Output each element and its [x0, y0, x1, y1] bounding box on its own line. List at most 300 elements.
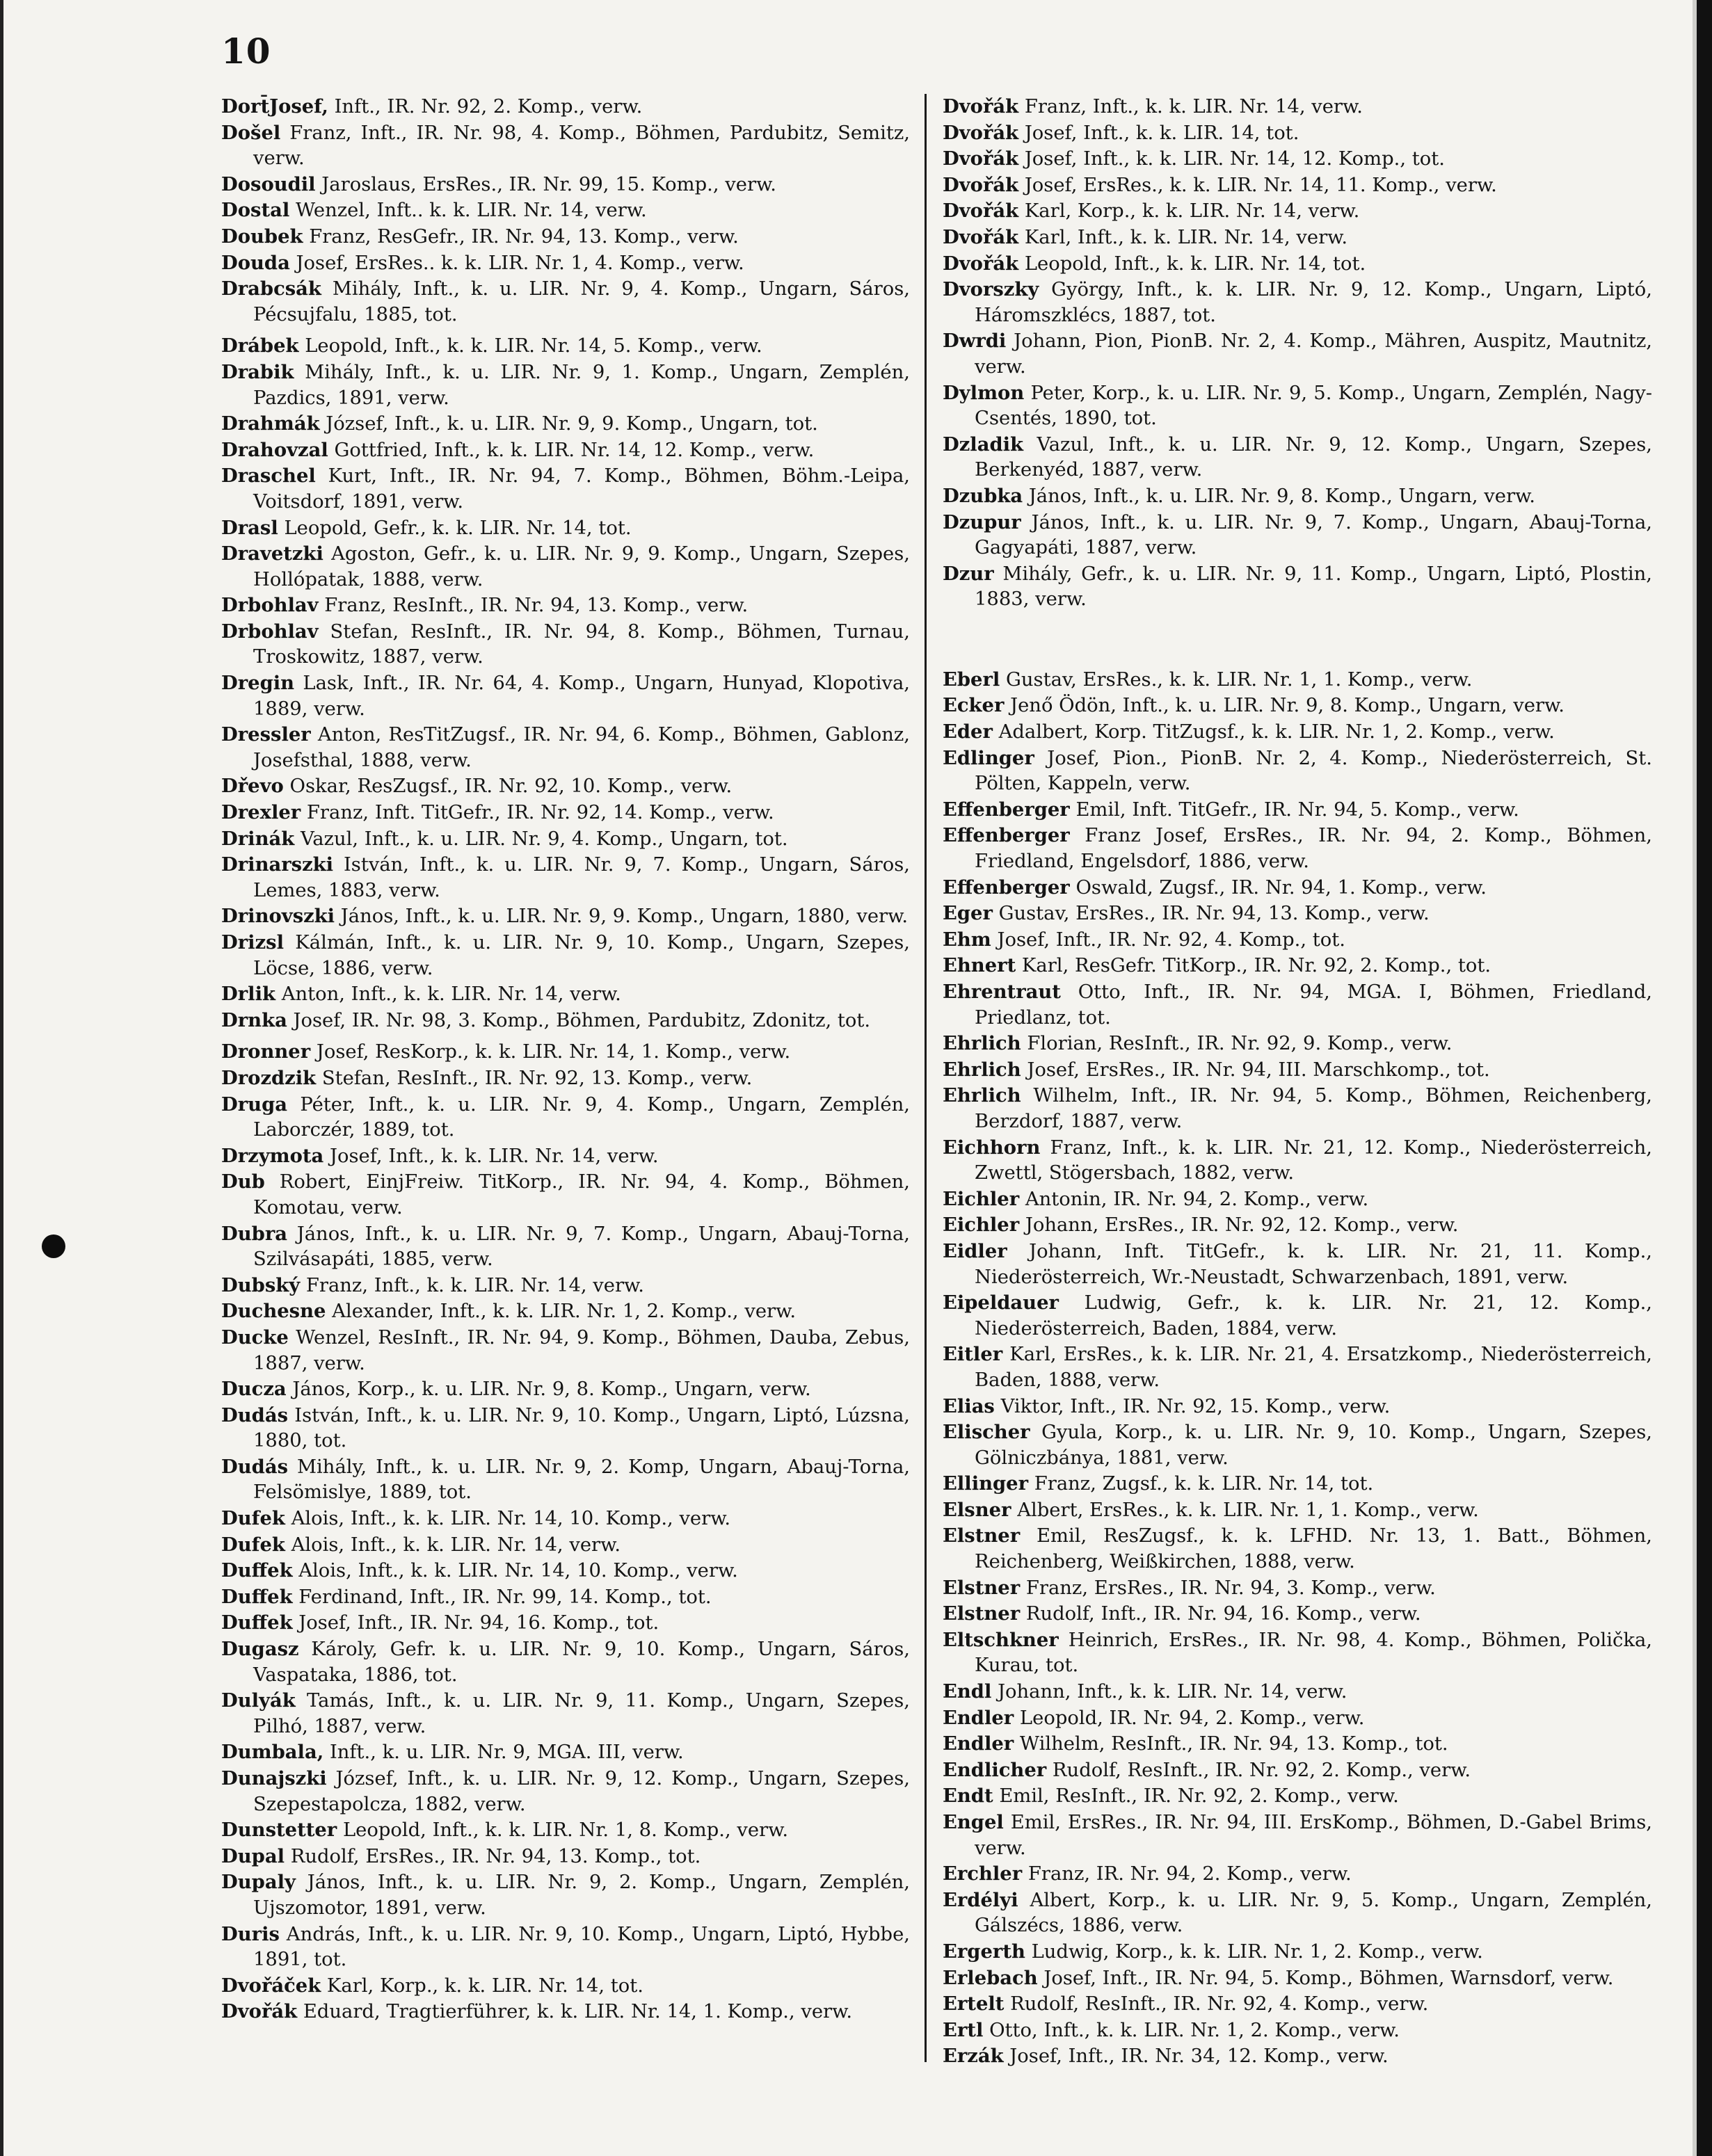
entry-details: Adalbert, Korp. TitZugsf., k. k. LIR. Nr. 1, 2. Komp., verw. — [992, 721, 1555, 743]
entry-surname: Dudás — [221, 1403, 288, 1426]
entry-details: Josef, ErsRes., IR. Nr. 94, III. Marschkomp., tot. — [1021, 1059, 1490, 1081]
entry-surname: Drbohlav — [221, 620, 319, 643]
casualty-entry — [943, 1471, 1652, 1497]
entry-surname: Dravetzki — [221, 542, 323, 565]
letter-section-gap — [943, 613, 1652, 667]
entry-details: Peter, Korp., k. u. LIR. Nr. 9, 5. Komp., Ungarn, Zemplén, Nagy-Csentés, 1890, tot. — [975, 382, 1652, 430]
entry-surname: Eltschkner — [943, 1628, 1059, 1651]
entry-surname: Edlinger — [943, 746, 1034, 769]
entry-surname: Erlebach — [943, 1966, 1038, 1989]
casualty-entry — [221, 120, 910, 172]
entry-surname: Eger — [943, 902, 993, 925]
casualty-entry — [221, 360, 910, 411]
entry-surname: Dvořák — [943, 252, 1019, 275]
entry-surname: Drasl — [221, 516, 278, 539]
entry-surname: Dvořák — [943, 147, 1019, 170]
entry-details: Rudolf, ErsRes., IR. Nr. 94, 13. Komp., tot. — [284, 1845, 701, 1867]
casualty-entry — [943, 483, 1652, 510]
entry-surname: Dub — [221, 1170, 265, 1193]
entry-details: Josef, Inft., IR. Nr. 94, 5. Komp., Böhmen, Warnsdorf, verw. — [1037, 1967, 1614, 1989]
casualty-entry — [221, 1039, 910, 1065]
entry-surname: Drozdzik — [221, 1066, 317, 1089]
casualty-entry — [943, 561, 1652, 613]
casualty-entry — [943, 823, 1652, 874]
entry-surname: Ducke — [221, 1326, 289, 1349]
entry-details: Leopold, IR. Nr. 94, 2. Komp., verw. — [1014, 1707, 1365, 1729]
entry-details: Franz, Inft. TitGefr., IR. Nr. 92, 14. Komp., verw. — [301, 802, 774, 824]
entry-surname: Drzymota — [221, 1144, 324, 1167]
entry-surname: Elischer — [943, 1421, 1030, 1444]
entry-surname: Ehnert — [943, 954, 1016, 977]
entry-details: Franz, Inft., k. k. LIR. Nr. 14, verw. — [300, 1274, 644, 1296]
casualty-entry — [221, 1999, 910, 2025]
entry-surname: Dumbala, — [221, 1741, 324, 1764]
entry-surname: Dvořák — [943, 225, 1019, 248]
casualty-entry — [221, 1973, 910, 2000]
entry-details: Mihály, Inft., k. u. LIR. Nr. 9, 2. Komp, Ungarn, Abauj-Torna, Felsömislye, 1889, tot. — [253, 1456, 910, 1504]
entry-details: Mihály, Inft., k. u. LIR. Nr. 9, 4. Komp., Ungarn, Sáros, Pécsujfalu, 1885, tot. — [253, 278, 910, 325]
casualty-entry — [221, 1376, 910, 1403]
casualty-entry — [221, 1092, 910, 1143]
entry-details: Alois, Inft., k. k. LIR. Nr. 14, 10. Komp., verw. — [285, 1508, 731, 1530]
casualty-entry — [221, 1065, 910, 1092]
page-number: 10 — [221, 31, 271, 72]
entry-surname: Duffek — [221, 1611, 293, 1634]
entry-details: Johann, Inft., k. k. LIR. Nr. 14, verw. — [991, 1681, 1347, 1703]
entry-surname: Dufek — [221, 1507, 285, 1530]
entry-surname: Ertelt — [943, 1993, 1005, 2016]
casualty-entry — [943, 797, 1652, 823]
casualty-entry — [943, 380, 1652, 432]
casualty-entry — [943, 953, 1652, 979]
entry-details: János, Korp., k. u. LIR. Nr. 9, 8. Komp., Ungarn, verw. — [286, 1378, 811, 1401]
entry-surname: Elstner — [943, 1525, 1021, 1547]
entry-details: Wenzel, ResInft., IR. Nr. 94, 9. Komp., Böhmen, Dauba, Zebus, 1887, verw. — [253, 1326, 910, 1374]
entry-surname: Dřevo — [221, 775, 284, 798]
casualty-entry — [221, 276, 910, 328]
casualty-entry — [943, 1057, 1652, 1084]
entry-details: Oskar, ResZugsf., IR. Nr. 92, 10. Komp., verw. — [283, 775, 733, 798]
entry-details: Wilhelm, Inft., IR. Nr. 94, 5. Komp., Böhmen, Reichenberg, Berzdorf, 1887, verw. — [975, 1085, 1652, 1132]
casualty-entry — [221, 94, 910, 120]
casualty-entry — [943, 1601, 1652, 1627]
entry-surname: Dzubka — [943, 484, 1023, 507]
entry-surname: Elsner — [943, 1498, 1011, 1521]
entry-surname: Doubek — [221, 225, 303, 248]
casualty-entry — [943, 1212, 1652, 1239]
entry-details: Inft., IR. Nr. 92, 2. Komp., verw. — [328, 96, 643, 118]
casualty-entry — [943, 1705, 1652, 1732]
entry-details: Ludwig, Gefr., k. k. LIR. Nr. 21, 12. Komp., Niederösterreich, Baden, 1884, verw. — [975, 1292, 1652, 1340]
entry-surname: Eichhorn — [943, 1136, 1041, 1159]
entry-surname: Dvořák — [943, 200, 1019, 223]
casualty-entry — [221, 1298, 910, 1325]
entry-details: Leopold, Inft., k. k. LIR. Nr. 14, tot. — [1018, 252, 1366, 275]
entry-surname: Drahmák — [221, 412, 320, 435]
entry-surname: Dufek — [221, 1533, 285, 1556]
entry-details: Rudolf, Inft., IR. Nr. 94, 16. Komp., verw. — [1020, 1603, 1421, 1625]
entry-details: Josef, Pion., PionB. Nr. 2, 4. Komp., Niederösterreich, St. Pölten, Kappeln, verw. — [975, 747, 1652, 795]
entry-details: Josef, Inft., IR. Nr. 34, 12. Komp., verw. — [1003, 2045, 1389, 2068]
casualty-entry — [943, 1939, 1652, 1965]
casualty-entry — [943, 1861, 1652, 1888]
entry-details: Leopold, Gefr., k. k. LIR. Nr. 14, tot. — [278, 517, 632, 539]
casualty-entry — [221, 773, 910, 800]
casualty-entry — [221, 852, 910, 903]
entry-details: Wenzel, Inft.. k. k. LIR. Nr. 14, verw. — [289, 200, 647, 222]
casualty-entry — [221, 1688, 910, 1739]
casualty-entry — [221, 1273, 910, 1299]
entry-details: Johann, Pion, PionB. Nr. 2, 4. Komp., Mähren, Auspitz, Mautnitz, verw. — [975, 330, 1652, 378]
left-column — [221, 94, 910, 2025]
entry-details: Franz, Inft., k. k. LIR. Nr. 14, verw. — [1018, 96, 1363, 118]
casualty-entry — [221, 198, 910, 224]
entry-details: Eduard, Tragtierführer, k. k. LIR. Nr. 14, 1. Komp., verw. — [297, 2001, 853, 2023]
entry-details: Albert, Korp., k. u. LIR. Nr. 9, 5. Komp., Ungarn, Zemplén, Gálszécs, 1886, verw. — [975, 1889, 1652, 1937]
entry-surname: Eidler — [943, 1239, 1007, 1262]
entry-surname: Effenberger — [943, 798, 1070, 821]
casualty-entry — [221, 1844, 910, 1870]
entry-surname: Engel — [943, 1811, 1004, 1833]
entry-surname: Drabik — [221, 360, 294, 383]
scan-edge-right — [1697, 0, 1712, 2156]
casualty-entry — [943, 1731, 1652, 1757]
entry-surname: Drinovszki — [221, 905, 335, 928]
entry-details: Emil, ResZugsf., k. k. LFHD. Nr. 13, 1. Batt., Böhmen, Reichenberg, Weißkirchen, 1888, verw. — [975, 1525, 1652, 1573]
casualty-entry — [943, 1394, 1652, 1420]
casualty-entry — [943, 1239, 1652, 1290]
right-column — [943, 94, 1652, 2070]
entry-surname: Drinarszki — [221, 853, 334, 876]
entry-surname: Dvořák — [943, 121, 1019, 144]
casualty-entry — [943, 2043, 1652, 2070]
entry-surname: Dvorszky — [943, 278, 1039, 301]
entry-surname: Dvořák — [221, 2000, 298, 2023]
entry-surname: Eipeldauer — [943, 1292, 1059, 1314]
entry-surname: Dzladik — [943, 433, 1023, 456]
casualty-entry — [943, 1419, 1652, 1471]
entry-surname: Erdélyi — [943, 1888, 1018, 1911]
entry-surname: Dzur — [943, 562, 994, 585]
entry-details: Vazul, Inft., k. u. LIR. Nr. 9, 12. Komp., Ungarn, Szepes, Berkenyéd, 1887, verw. — [975, 433, 1652, 481]
entry-details: Johann, ErsRes., IR. Nr. 92, 12. Komp., verw. — [1019, 1214, 1459, 1237]
casualty-entry — [221, 1739, 910, 1766]
casualty-entry — [943, 1497, 1652, 1524]
casualty-entry — [943, 1810, 1652, 1861]
entry-surname: Ehm — [943, 928, 991, 951]
entry-surname: Eder — [943, 721, 993, 743]
casualty-entry — [943, 1627, 1652, 1679]
casualty-entry — [221, 1008, 910, 1034]
casualty-entry — [943, 979, 1652, 1031]
entry-surname: Dvořáček — [221, 1974, 321, 1997]
entry-details: Karl, Korp., k. k. LIR. Nr. 14, verw. — [1018, 200, 1360, 223]
entry-surname: Drábek — [221, 335, 299, 357]
casualty-entry — [221, 826, 910, 853]
entry-details: József, Inft., k. u. LIR. Nr. 9, 12. Komp., Ungarn, Szepes, Szepestapolcza, 1882, verw. — [253, 1768, 910, 1815]
casualty-entry — [943, 875, 1652, 901]
entry-surname: Endler — [943, 1732, 1014, 1755]
entry-details: György, Inft., k. k. LIR. Nr. 9, 12. Komp., Ungarn, Liptó, Háromszklécs, 1887, tot. — [975, 279, 1652, 326]
entry-details: Inft., k. u. LIR. Nr. 9, MGA. III, verw. — [323, 1741, 684, 1764]
entry-surname: Endlicher — [943, 1758, 1047, 1781]
casualty-entry — [221, 463, 910, 515]
entry-details: János, Inft., k. u. LIR. Nr. 9, 7. Komp., Ungarn, Abauj-Torna, Gagyapáti, 1887, verw. — [975, 511, 1652, 559]
entry-surname: Dronner — [221, 1040, 311, 1063]
entry-surname: Dugasz — [221, 1638, 299, 1661]
entry-surname: Drahovzal — [221, 438, 328, 461]
entry-surname: Ecker — [943, 694, 1005, 717]
casualty-entry — [221, 1584, 910, 1611]
entry-surname: Drizsl — [221, 931, 284, 954]
casualty-entry — [221, 1558, 910, 1584]
entry-details: András, Inft., k. u. LIR. Nr. 9, 10. Komp., Ungarn, Liptó, Hybbe, 1891, tot. — [253, 1923, 910, 1971]
entry-details: Emil, ResInft., IR. Nr. 92, 2. Komp., verw. — [993, 1785, 1399, 1808]
entry-details: Lask, Inft., IR. Nr. 64, 4. Komp., Ungarn, Hunyad, Klopotiva, 1889, verw. — [253, 673, 910, 720]
entry-surname: Drbohlav — [221, 594, 319, 617]
entry-details: Josef, Inft., k. k. LIR. 14, tot. — [1018, 122, 1299, 144]
casualty-entry — [221, 250, 910, 277]
entry-surname: Dupaly — [221, 1871, 296, 1894]
ink-blot — [42, 1234, 65, 1258]
entry-details: Josef, ErsRes.. k. k. LIR. Nr. 1, 4. Komp., verw. — [289, 252, 744, 274]
entry-surname: Endl — [943, 1680, 992, 1703]
casualty-entry — [221, 1221, 910, 1273]
scan-edge-left — [0, 0, 3, 2156]
entry-surname: Drabcsák — [221, 277, 321, 300]
casualty-entry — [943, 328, 1652, 380]
entry-details: János, Inft., k. u. LIR. Nr. 9, 2. Komp., Ungarn, Zemplén, Ujszomotor, 1891, verw. — [253, 1872, 910, 1919]
entry-surname: Dudás — [221, 1455, 288, 1478]
entry-surname: Drlik — [221, 983, 275, 1006]
entry-surname: Ehrlich — [943, 1058, 1021, 1081]
casualty-entry — [221, 1506, 910, 1532]
entry-surname: Endler — [943, 1706, 1014, 1729]
entry-surname: Došel — [221, 121, 281, 144]
casualty-entry — [221, 930, 910, 981]
entry-surname: Effenberger — [943, 876, 1070, 899]
casualty-entry — [943, 1757, 1652, 1784]
casualty-entry — [221, 1869, 910, 1921]
entry-details: Gustav, ErsRes., IR. Nr. 94, 13. Komp., verw. — [992, 903, 1430, 925]
casualty-entry — [221, 1922, 910, 1973]
entry-surname: Dupal — [221, 1844, 285, 1867]
casualty-entry — [943, 510, 1652, 561]
entry-surname: Ehrentraut — [943, 981, 1061, 1003]
casualty-entry — [943, 432, 1652, 483]
entry-surname: Elias — [943, 1394, 995, 1417]
entry-surname: Drnka — [221, 1008, 287, 1031]
entry-surname: Druga — [221, 1093, 287, 1116]
entry-details: Viktor, Inft., IR. Nr. 92, 15. Komp., verw. — [994, 1395, 1391, 1417]
casualty-entry — [221, 1169, 910, 1221]
entry-surname: Draschel — [221, 465, 316, 488]
casualty-entry — [221, 1636, 910, 1688]
entry-details: Albert, ErsRes., k. k. LIR. Nr. 1, 1. Komp., verw. — [1011, 1499, 1479, 1521]
entry-surname: Duffek — [221, 1559, 293, 1582]
entry-details: Otto, Inft., k. k. LIR. Nr. 1, 2. Komp., verw. — [983, 2019, 1400, 2041]
casualty-entry — [943, 1342, 1652, 1393]
entry-details: Mihály, Inft., k. u. LIR. Nr. 9, 1. Komp., Ungarn, Zemplén, Pazdics, 1891, verw. — [253, 361, 910, 409]
casualty-entry — [943, 1523, 1652, 1575]
entry-details: Robert, EinjFreiw. TitKorp., IR. Nr. 94, 4. Komp., Böhmen, Komotau, verw. — [253, 1171, 910, 1218]
entry-details: Josef, Inft., k. k. LIR. Nr. 14, 12. Komp., tot. — [1018, 148, 1445, 170]
entry-details: Gyula, Korp., k. u. LIR. Nr. 9, 10. Komp., Ungarn, Szepes, Gölniczbánya, 1881, verw. — [975, 1422, 1652, 1469]
casualty-entry — [943, 719, 1652, 746]
casualty-entry — [221, 1817, 910, 1844]
casualty-entry — [943, 667, 1652, 693]
entry-surname: Eitler — [943, 1343, 1003, 1366]
entry-details: Antonin, IR. Nr. 94, 2. Komp., verw. — [1019, 1188, 1369, 1210]
casualty-entry — [943, 693, 1652, 719]
entry-details: Emil, Inft. TitGefr., IR. Nr. 94, 5. Komp., verw. — [1069, 798, 1519, 821]
entry-details: Karl, Korp., k. k. LIR. Nr. 14, tot. — [321, 1974, 643, 1997]
casualty-entry — [221, 1403, 910, 1454]
casualty-entry — [943, 1031, 1652, 1057]
entry-surname: Elstner — [943, 1576, 1021, 1599]
entry-details: Karl, ResGefr. TitKorp., IR. Nr. 92, 2. Komp., tot. — [1016, 955, 1491, 977]
column-divider — [925, 94, 927, 2062]
entry-surname: Dvořák — [943, 173, 1019, 196]
entry-surname: Drexler — [221, 801, 301, 824]
entry-surname: Dulyák — [221, 1689, 296, 1712]
entry-details: Vazul, Inft., k. u. LIR. Nr. 9, 4. Komp., Ungarn, tot. — [294, 828, 788, 850]
entry-details: Franz, ResGefr., IR. Nr. 94, 13. Komp., verw. — [303, 225, 739, 248]
entry-details: Heinrich, ErsRes., IR. Nr. 98, 4. Komp., Böhmen, Polička, Kurau, tot. — [975, 1629, 1652, 1677]
casualty-entry — [221, 1610, 910, 1636]
entry-details: Josef, Inft., IR. Nr. 92, 4. Komp., tot. — [991, 928, 1346, 951]
casualty-entry — [221, 172, 910, 198]
entry-details: Leopold, Inft., k. k. LIR. Nr. 14, 5. Komp., verw. — [298, 335, 762, 357]
entry-surname: Dubra — [221, 1222, 287, 1245]
entry-details: Mihály, Gefr., k. u. LIR. Nr. 9, 11. Komp., Ungarn, Liptó, Plostin, 1883, verw. — [975, 563, 1652, 611]
casualty-entry — [221, 411, 910, 437]
casualty-entry — [943, 120, 1652, 147]
entry-surname: Ehrlich — [943, 1032, 1021, 1055]
casualty-entry — [943, 1991, 1652, 2018]
entry-details: Emil, ErsRes., IR. Nr. 94, III. ErsKomp., Böhmen, D.-Gabel Brims, verw. — [975, 1812, 1652, 1859]
entry-details: Johann, Inft. TitGefr., k. k. LIR. Nr. 21, 11. Komp., Niederösterreich, Wr.-Neustadt, Schwarzenbach, 1891, verw. — [975, 1240, 1652, 1288]
entry-details: Jenő Ödön, Inft., k. u. LIR. Nr. 9, 8. Komp., Ungarn, verw. — [1004, 695, 1565, 717]
casualty-entry — [943, 1083, 1652, 1134]
casualty-entry — [943, 94, 1652, 120]
entry-details: Anton, ResTitZugsf., IR. Nr. 94, 6. Komp., Böhmen, Gablonz, Josefsthal, 1888, verw. — [253, 724, 910, 771]
entry-surname: Duchesne — [221, 1300, 326, 1323]
casualty-entry — [221, 903, 910, 930]
casualty-entry — [943, 927, 1652, 954]
entry-details: Stefan, ResInft., IR. Nr. 92, 13. Komp., verw. — [316, 1067, 753, 1089]
entry-surname: Elstner — [943, 1602, 1021, 1625]
entry-surname: Eichler — [943, 1187, 1020, 1210]
casualty-entry — [943, 901, 1652, 927]
entry-details: János, Inft., k. u. LIR. Nr. 9, 7. Komp., Ungarn, Abauj-Torna, Szilvásapáti, 1885, verw. — [253, 1223, 910, 1271]
entry-surname: Ducza — [221, 1378, 287, 1401]
casualty-entry — [221, 1143, 910, 1170]
entry-details: Rudolf, ResInft., IR. Nr. 92, 2. Komp., verw. — [1046, 1759, 1471, 1781]
entry-details: János, Inft., k. u. LIR. Nr. 9, 9. Komp., Ungarn, 1880, verw. — [335, 906, 909, 928]
casualty-entry — [221, 541, 910, 593]
casualty-entry — [221, 670, 910, 722]
entry-details: Franz, ErsRes., IR. Nr. 94, 3. Komp., verw. — [1020, 1577, 1436, 1599]
entry-surname: Dostal — [221, 199, 290, 222]
entry-surname: Duris — [221, 1922, 280, 1945]
entry-details: Leopold, Inft., k. k. LIR. Nr. 1, 8. Komp., verw. — [337, 1819, 789, 1842]
casualty-entry — [943, 172, 1652, 199]
casualty-entry — [221, 333, 910, 360]
entry-surname: Duffek — [221, 1585, 293, 1608]
entry-details: Agoston, Gefr., k. u. LIR. Nr. 9, 9. Komp., Ungarn, Szepes, Hollópatak, 1888, verw. — [253, 543, 910, 590]
entry-details: Josef, ErsRes., k. k. LIR. Nr. 14, 11. Komp., verw. — [1018, 174, 1497, 196]
casualty-entry — [943, 198, 1652, 225]
casualty-entry — [221, 981, 910, 1008]
entry-details: Kurt, Inft., IR. Nr. 94, 7. Komp., Böhmen, Böhm.-Leipa, Voitsdorf, 1891, verw. — [253, 465, 910, 513]
casualty-entry — [943, 1135, 1652, 1186]
entry-surname: Ehrlich — [943, 1084, 1021, 1107]
entry-details: Gottfried, Inft., k. k. LIR. Nr. 14, 12. Komp., verw. — [328, 439, 815, 461]
entry-surname: Dzupur — [943, 510, 1021, 533]
entry-surname: Dylmon — [943, 381, 1025, 404]
entry-details: Alexander, Inft., k. k. LIR. Nr. 1, 2. Komp., verw. — [326, 1301, 797, 1323]
casualty-entry — [943, 1965, 1652, 1992]
entry-surname: Dosoudil — [221, 172, 316, 195]
entry-surname: Dunstetter — [221, 1819, 337, 1842]
entry-details: Kálmán, Inft., k. u. LIR. Nr. 9, 10. Komp., Ungarn, Szepes, Löcse, 1886, verw. — [253, 932, 910, 979]
entry-details: István, Inft., k. u. LIR. Nr. 9, 7. Komp., Ungarn, Sáros, Lemes, 1883, verw. — [253, 854, 910, 901]
entry-surname: Dort̄Josef, — [221, 95, 328, 118]
entry-details: Rudolf, ResInft., IR. Nr. 92, 4. Komp., verw. — [1004, 1993, 1429, 2016]
entry-details: Josef, Inft., k. k. LIR. Nr. 14, verw. — [323, 1145, 659, 1167]
casualty-entry — [943, 2018, 1652, 2044]
entry-details: Alois, Inft., k. k. LIR. Nr. 14, verw. — [285, 1534, 621, 1556]
entry-details: Josef, IR. Nr. 98, 3. Komp., Böhmen, Pardubitz, Zdonitz, tot. — [287, 1009, 871, 1031]
entry-details: Karl, Inft., k. k. LIR. Nr. 14, verw. — [1018, 226, 1348, 248]
entry-details: Alois, Inft., k. k. LIR. Nr. 14, 10. Komp., verw. — [292, 1560, 738, 1582]
entry-surname: Ergerth — [943, 1940, 1025, 1963]
casualty-entry — [221, 437, 910, 464]
entry-details: Anton, Inft., k. k. LIR. Nr. 14, verw. — [275, 983, 621, 1006]
entry-details: Franz, Zugsf., k. k. LIR. Nr. 14, tot. — [1028, 1473, 1374, 1495]
entry-surname: Dunajszki — [221, 1767, 327, 1789]
casualty-entry — [221, 593, 910, 619]
entry-details: Franz, Inft., k. k. LIR. Nr. 21, 12. Komp., Niederösterreich, Zwettl, Stögersbach, 1882, verw. — [975, 1136, 1652, 1184]
casualty-entry — [221, 1325, 910, 1376]
entry-details: Ferdinand, Inft., IR. Nr. 99, 14. Komp., tot. — [292, 1586, 712, 1608]
entry-details: Tamás, Inft., k. u. LIR. Nr. 9, 11. Komp., Ungarn, Szepes, Pilhó, 1887, verw. — [253, 1690, 910, 1737]
entry-surname: Dvořák — [943, 95, 1019, 118]
entry-details: Oswald, Zugsf., IR. Nr. 94, 1. Komp., verw. — [1069, 876, 1487, 899]
entry-details: Stefan, ResInft., IR. Nr. 94, 8. Komp., Böhmen, Turnau, Troskowitz, 1887, verw. — [253, 620, 910, 668]
casualty-entry — [221, 619, 910, 670]
casualty-entry — [943, 1290, 1652, 1342]
casualty-entry — [943, 746, 1652, 797]
entry-details: Franz, Inft., IR. Nr. 98, 4. Komp., Böhmen, Pardubitz, Semitz, verw. — [253, 122, 910, 170]
casualty-entry — [943, 277, 1652, 328]
entry-details: János, Inft., k. u. LIR. Nr. 9, 8. Komp., Ungarn, verw. — [1023, 485, 1535, 507]
entry-surname: Eichler — [943, 1214, 1020, 1237]
casualty-entry — [943, 1783, 1652, 1810]
entry-details: Karl, ErsRes., k. k. LIR. Nr. 21, 4. Ersatzkomp., Niederösterreich, Baden, 1888, verw. — [975, 1344, 1652, 1391]
entry-details: Florian, ResInft., IR. Nr. 92, 9. Komp., verw. — [1021, 1033, 1453, 1055]
entry-surname: Douda — [221, 251, 290, 274]
casualty-entry — [943, 225, 1652, 251]
casualty-entry — [221, 515, 910, 542]
casualty-entry — [943, 1888, 1652, 1939]
casualty-entry — [221, 1454, 910, 1506]
entry-details: Károly, Gefr. k. u. LIR. Nr. 9, 10. Komp., Ungarn, Sáros, Vaspataka, 1886, tot. — [253, 1639, 910, 1686]
casualty-entry — [943, 146, 1652, 172]
casualty-entry — [221, 800, 910, 826]
entry-details: Otto, Inft., IR. Nr. 94, MGA. I, Böhmen, Friedland, Priedlanz, tot. — [975, 981, 1652, 1029]
